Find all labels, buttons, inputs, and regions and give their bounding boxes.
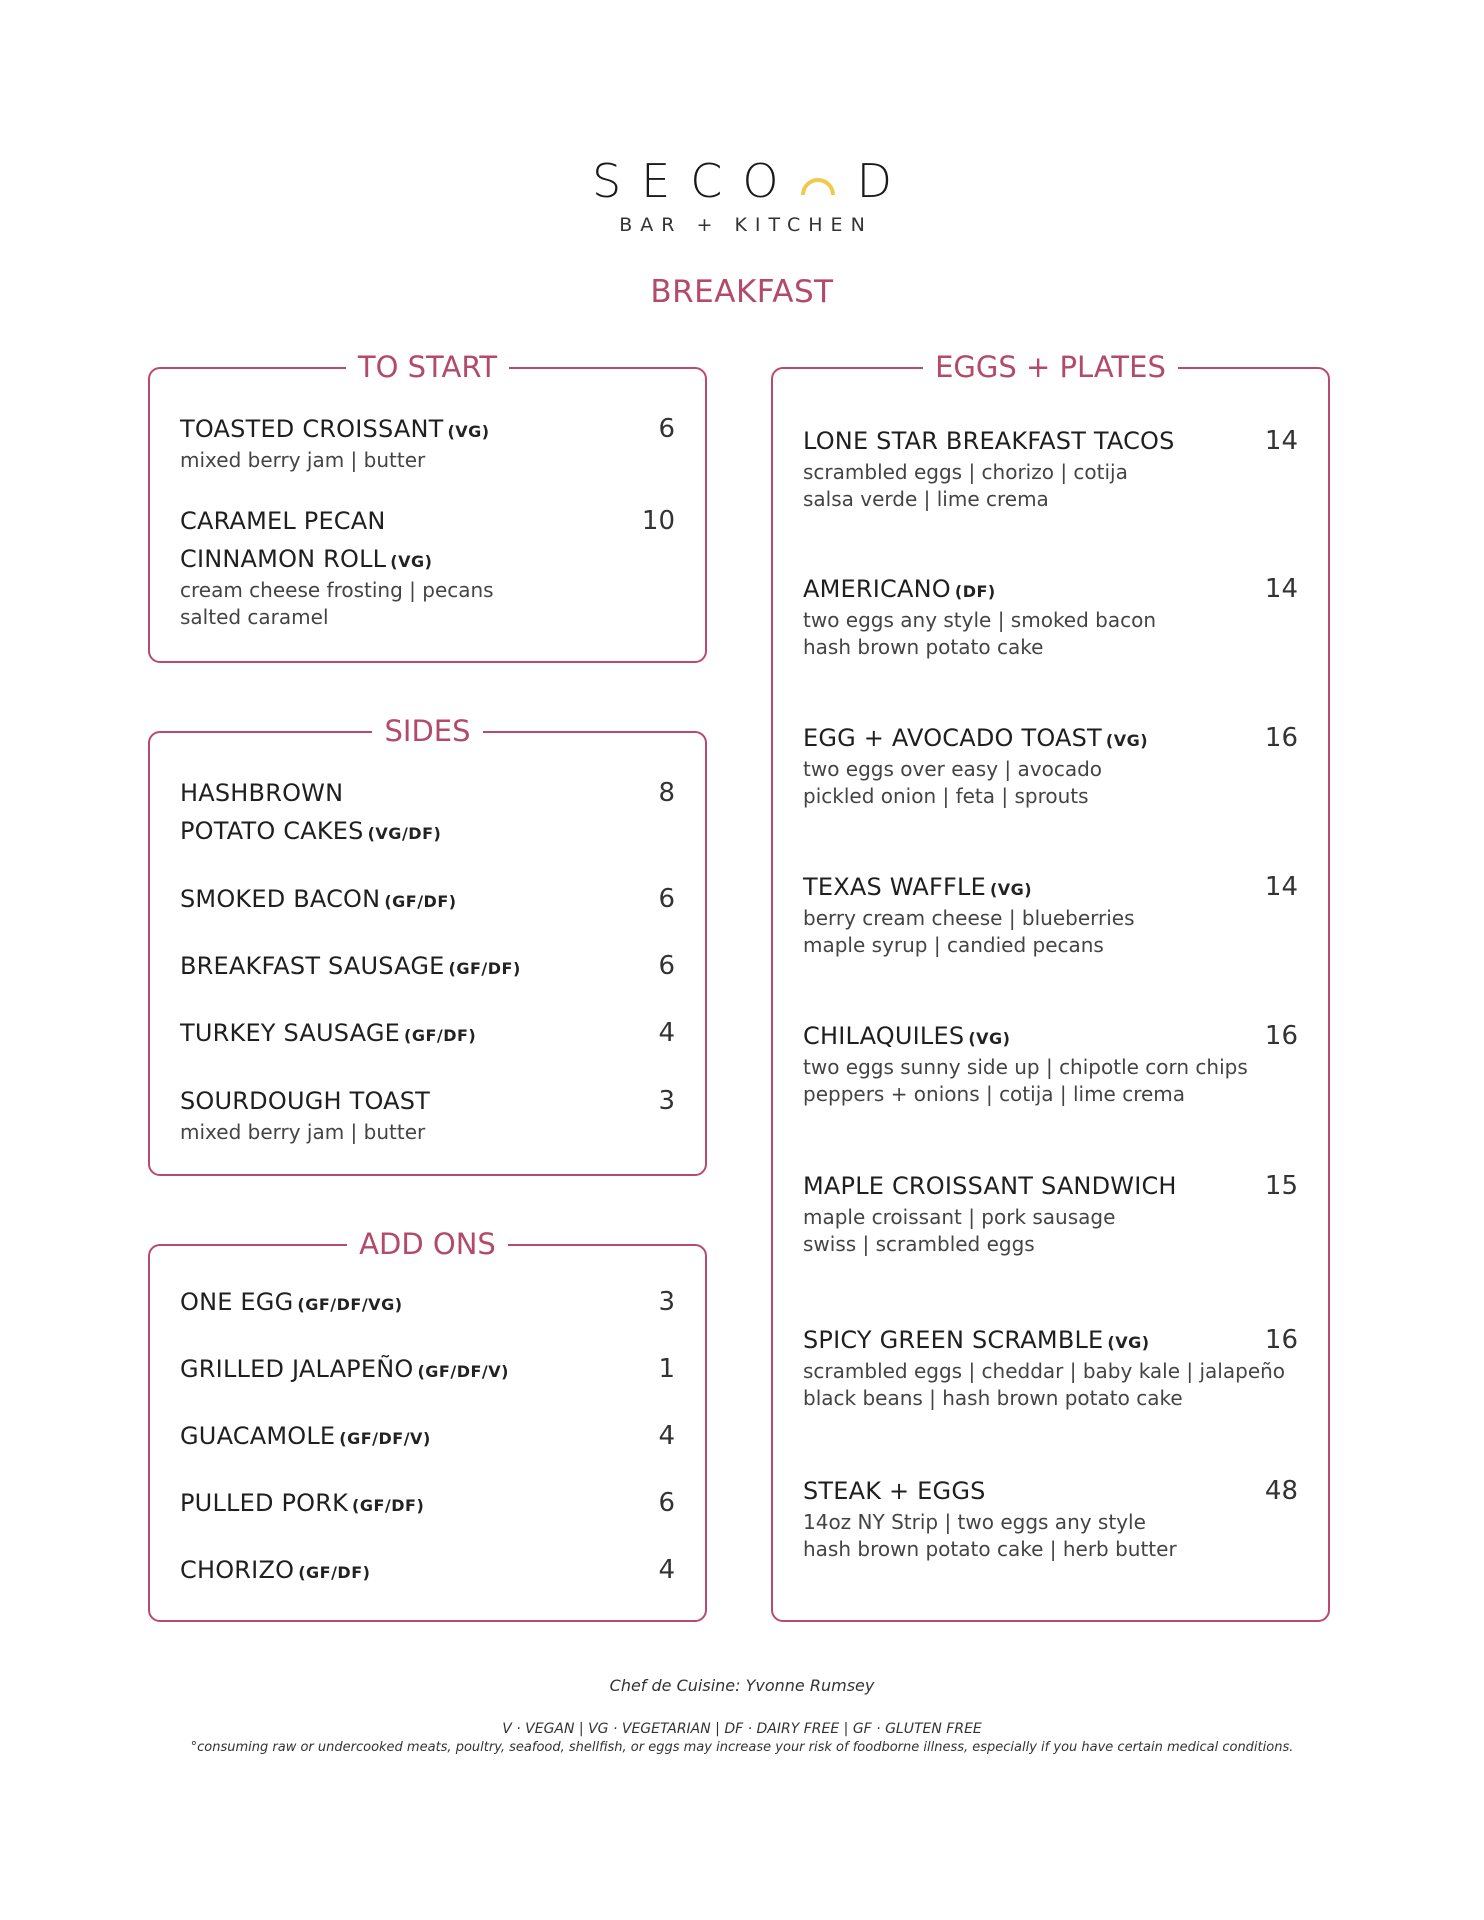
item-name: PULLED PORK: [180, 1489, 349, 1517]
item-tag: (DF): [954, 582, 996, 601]
item-price: 16: [1264, 1021, 1298, 1051]
item-tag: (VG): [1105, 731, 1149, 750]
menu-item: [180, 1552, 675, 1588]
item-desc: salsa verde | lime crema: [803, 487, 1049, 511]
item-desc: mixed berry jam | butter: [180, 448, 426, 472]
item-desc: black beans | hash brown potato cake: [803, 1386, 1183, 1410]
item-price: 8: [658, 778, 675, 808]
item-price: 16: [1264, 723, 1298, 753]
menu-title: BREAKFAST: [650, 274, 834, 310]
item-tag: (GF/DF): [298, 1563, 371, 1582]
item-name: TOASTED CROISSANT: [180, 415, 444, 443]
menu-item: [803, 1473, 1298, 1563]
menu-item: [803, 1018, 1298, 1108]
to-start-section: [148, 350, 707, 663]
menu-item: [803, 571, 1298, 661]
brand-name-left: SECO: [591, 154, 799, 208]
menu-item: [180, 1284, 675, 1320]
item-desc: scrambled eggs | chorizo | cotija: [803, 460, 1128, 484]
menu-item: [803, 720, 1298, 810]
item-name: TEXAS WAFFLE: [803, 873, 986, 901]
section-title: ADD ONS: [347, 1227, 508, 1261]
brand-arc-icon: [799, 161, 837, 199]
item-price: 48: [1264, 1476, 1298, 1506]
item-price: 14: [1264, 574, 1298, 604]
item-price: 15: [1264, 1171, 1298, 1201]
brand-subtitle: BAR + KITCHEN: [619, 214, 873, 236]
item-desc: two eggs sunny side up | chipotle corn chips: [803, 1055, 1248, 1079]
item-price: 10: [641, 506, 675, 536]
item-name: SMOKED BACON: [180, 885, 381, 913]
menu-item: [180, 1418, 675, 1454]
brand-name-right: D: [856, 154, 912, 208]
item-name: HASHBROWN: [180, 779, 344, 807]
item-price: 14: [1264, 426, 1298, 456]
item-name: STEAK + EGGS: [803, 1477, 986, 1505]
item-tag: (VG/DF): [367, 824, 442, 843]
menu-item: [803, 869, 1298, 959]
item-price: 1: [658, 1354, 675, 1384]
item-name: CARAMEL PECAN: [180, 507, 386, 535]
item-name: AMERICANO: [803, 575, 951, 603]
item-price: 6: [658, 414, 675, 444]
item-desc: mixed berry jam | butter: [180, 1120, 426, 1144]
menu-item: [803, 1322, 1298, 1412]
item-desc: hash brown potato cake: [803, 635, 1044, 659]
item-desc: two eggs any style | smoked bacon: [803, 608, 1157, 632]
item-tag: (GF/DF): [448, 959, 521, 978]
chef-credit: Chef de Cuisine: Yvonne Rumsey: [609, 1676, 875, 1695]
item-desc: scrambled eggs | cheddar | baby kale | jalapeño: [803, 1359, 1286, 1383]
item-desc: swiss | scrambled eggs: [803, 1232, 1035, 1256]
item-tag: (GF/DF): [404, 1026, 477, 1045]
item-name: GRILLED JALAPEÑO: [180, 1355, 414, 1383]
add-ons-section: [148, 1227, 707, 1622]
item-name: CINNAMON ROLL: [180, 545, 387, 573]
food-safety-disclaimer: °consuming raw or undercooked meats, poultry, seafood, shellfish, or eggs may increase your risk of foodborne illness, especially if you have certain medical conditions.: [190, 1740, 1294, 1755]
item-desc: berry cream cheese | blueberries: [803, 906, 1135, 930]
item-price: 16: [1264, 1325, 1298, 1355]
item-price: 14: [1264, 872, 1298, 902]
item-name: BREAKFAST SAUSAGE: [180, 952, 445, 980]
section-title: EGGS + PLATES: [923, 350, 1178, 384]
item-name: MAPLE CROISSANT SANDWICH: [803, 1172, 1177, 1200]
menu-item: [803, 423, 1298, 513]
menu-item: [180, 411, 675, 474]
item-price: 4: [658, 1421, 675, 1451]
eggs-plates-section: [771, 350, 1330, 1622]
item-desc: hash brown potato cake | herb butter: [803, 1537, 1177, 1561]
item-desc: salted caramel: [180, 605, 329, 629]
item-desc: maple syrup | candied pecans: [803, 933, 1104, 957]
item-name: CHORIZO: [180, 1556, 295, 1584]
item-name: EGG + AVOCADO TOAST: [803, 724, 1102, 752]
item-name: TURKEY SAUSAGE: [180, 1019, 400, 1047]
item-tag: (VG): [390, 552, 433, 571]
brand-name: [0, 154, 1484, 208]
menu-item: [180, 948, 675, 984]
item-tag: (GF/DF/V): [339, 1429, 431, 1448]
item-desc: peppers + onions | cotija | lime crema: [803, 1082, 1186, 1106]
item-price: 6: [658, 1488, 675, 1518]
item-name: CHILAQUILES: [803, 1022, 965, 1050]
item-price: 3: [658, 1086, 675, 1116]
menu-item: [180, 1015, 675, 1051]
item-price: 4: [658, 1555, 675, 1585]
section-title: TO START: [346, 350, 509, 384]
item-name: LONE STAR BREAKFAST TACOS: [803, 427, 1175, 455]
item-tag: (VG): [989, 880, 1033, 899]
item-desc: pickled onion | feta | sprouts: [803, 784, 1089, 808]
menu-item: [180, 1351, 675, 1387]
menu-item: [180, 775, 675, 849]
brand-logo: [0, 154, 1484, 236]
item-name: ONE EGG: [180, 1288, 294, 1316]
item-name: GUACAMOLE: [180, 1422, 336, 1450]
item-desc: maple croissant | pork sausage: [803, 1205, 1116, 1229]
menu-item: [180, 503, 675, 631]
menu-item: [180, 1083, 675, 1146]
item-desc: 14oz NY Strip | two eggs any style: [803, 1510, 1146, 1534]
item-name: SOURDOUGH TOAST: [180, 1087, 431, 1115]
item-name: SPICY GREEN SCRAMBLE: [803, 1326, 1104, 1354]
menu-item: [180, 881, 675, 917]
item-tag: (GF/DF): [384, 892, 457, 911]
section-title: SIDES: [372, 714, 482, 748]
item-desc: two eggs over easy | avocado: [803, 757, 1103, 781]
sides-section: [148, 714, 707, 1176]
item-tag: (VG): [968, 1029, 1011, 1048]
item-name: POTATO CAKES: [180, 817, 364, 845]
menu-item: [803, 1168, 1298, 1258]
item-tag: (GF/DF/VG): [297, 1295, 403, 1314]
item-price: 6: [658, 951, 675, 981]
item-price: 4: [658, 1018, 675, 1048]
item-tag: (VG): [1107, 1333, 1150, 1352]
item-price: 3: [658, 1287, 675, 1317]
item-tag: (VG): [447, 422, 490, 441]
item-tag: (GF/DF/V): [417, 1362, 509, 1381]
item-price: 6: [658, 884, 675, 914]
menu-item: [180, 1485, 675, 1521]
item-tag: (GF/DF): [352, 1496, 425, 1515]
item-desc: cream cheese frosting | pecans: [180, 578, 494, 602]
dietary-legend: V · VEGAN | VG · VEGETARIAN | DF · DAIRY FREE | GF · GLUTEN FREE: [502, 1721, 982, 1737]
